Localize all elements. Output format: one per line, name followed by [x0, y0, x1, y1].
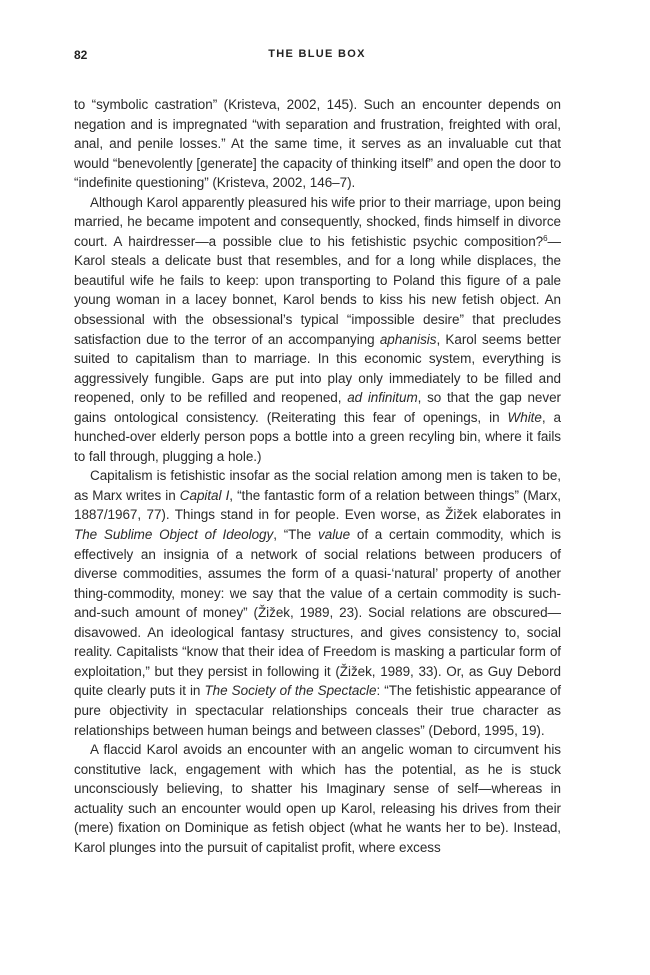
italic-text: aphanisis: [379, 331, 437, 347]
text-run: —Karol steals a delicate bust that resembles, and for a long while displaces, the beautiful wife he fails to keep: upon transporting to Poland this figure of a pale young woman in a lacey bonnet, Karol bends to kiss his new fetish object. An obsessional with the obsessional’s typical “impossible desire” that precludes satisfaction due to the terror of an accompanying: [74, 233, 561, 347]
text-run: , “the fantastic form of a relation between things” (Marx, 1887/1967, 77). Things stand in for people. Even worse, as Žižek elaborates in: [74, 487, 562, 523]
paragraph: [74, 95, 561, 193]
italic-text: Capital I: [179, 487, 230, 503]
text-run: A flaccid Karol avoids an encounter with an angelic woman to circumvent his constitutive lack, engagement with which has the potential, as he is stuck unconsciously believing, to shatter his Imaginary sense of self—whereas in actuality such an encounter would open up Karol, releasing his drives from their (mere) fixation on Dominique as fetish object (what he wants her to be). Instead, Karol plunges into the pursuit of capitalist profit, where excess: [74, 742, 561, 855]
page-number: 82: [74, 48, 88, 62]
text-run: Although Karol apparently pleasured his wife prior to their marriage, upon being married, he became impotent and consequently, shocked, finds himself in divorce court. A hairdresser—a possible clue to his fetishistic psychic composition?: [74, 194, 561, 249]
footnote-marker: 6: [543, 233, 548, 243]
paragraph: [74, 466, 561, 740]
italic-text: The Society of the Spectacle: [204, 683, 377, 699]
italic-text: value: [318, 527, 351, 543]
paragraph: [74, 193, 561, 467]
text-run: , Karol seems better suited to capitalism than to marriage. In this economic system, everything is aggressively fungible. Gaps are put into play only immediately to be filled and reopened, only to be refilled and reopened,: [74, 331, 561, 406]
text-run: , a hunched-over elderly person pops a bottle into a green recyling bin, where it fails to fall through, plugging a hole.): [74, 409, 561, 464]
paragraph: [74, 740, 561, 857]
italic-text: The Sublime Object of Ideology: [74, 527, 274, 543]
text-run: of a certain commodity, which is effectively an insignia of a network of social relations between producers of diverse commodities, assumes the form of a quasi-‘natural’ property of another thing-commodity, money: we say that the value of a certain commodity is such-and-such amount of money” (Žižek, 1989, 23). Social relations are obscured—disavowed. An ideological fantasy structures, and gives consistency to, social reality. Capitalists “know that their idea of Freedom is masking a particular form of exploitation,” but they persist in following it (Žižek, 1989, 33). Or, as Guy Debord quite clearly puts it in: [74, 527, 562, 699]
text-run: : “The fetishistic appearance of pure objectivity in spectacular relationships conceals their true character as relationships between human beings and between classes” (Debord, 1995, 19).: [74, 683, 561, 738]
text-run: , “The: [273, 527, 319, 543]
running-head: THE BLUE BOX: [268, 48, 366, 60]
italic-text: White: [507, 409, 542, 425]
body-text: [74, 95, 561, 857]
text-run: Capitalism is fetishistic insofar as the social relation among men is taken to be, as Marx writes in: [74, 468, 561, 503]
text-run: , so that the gap never gains ontological consistency. (Reiterating this fear of openings, in: [74, 390, 561, 425]
italic-text: ad infinitum: [347, 390, 418, 406]
page-header: [74, 48, 560, 68]
text-run: to “symbolic castration” (Kristeva, 2002, 145). Such an encounter depends on negation and is impregnated “with separation and frustration, freighted with oral, anal, and penile losses.” At the same time, it serves as an invaluable cut that would “benevolently [generate] the capacity of thinking itself” and open the door to “indefinite questioning” (Kristeva, 2002, 146–7).: [74, 97, 561, 191]
